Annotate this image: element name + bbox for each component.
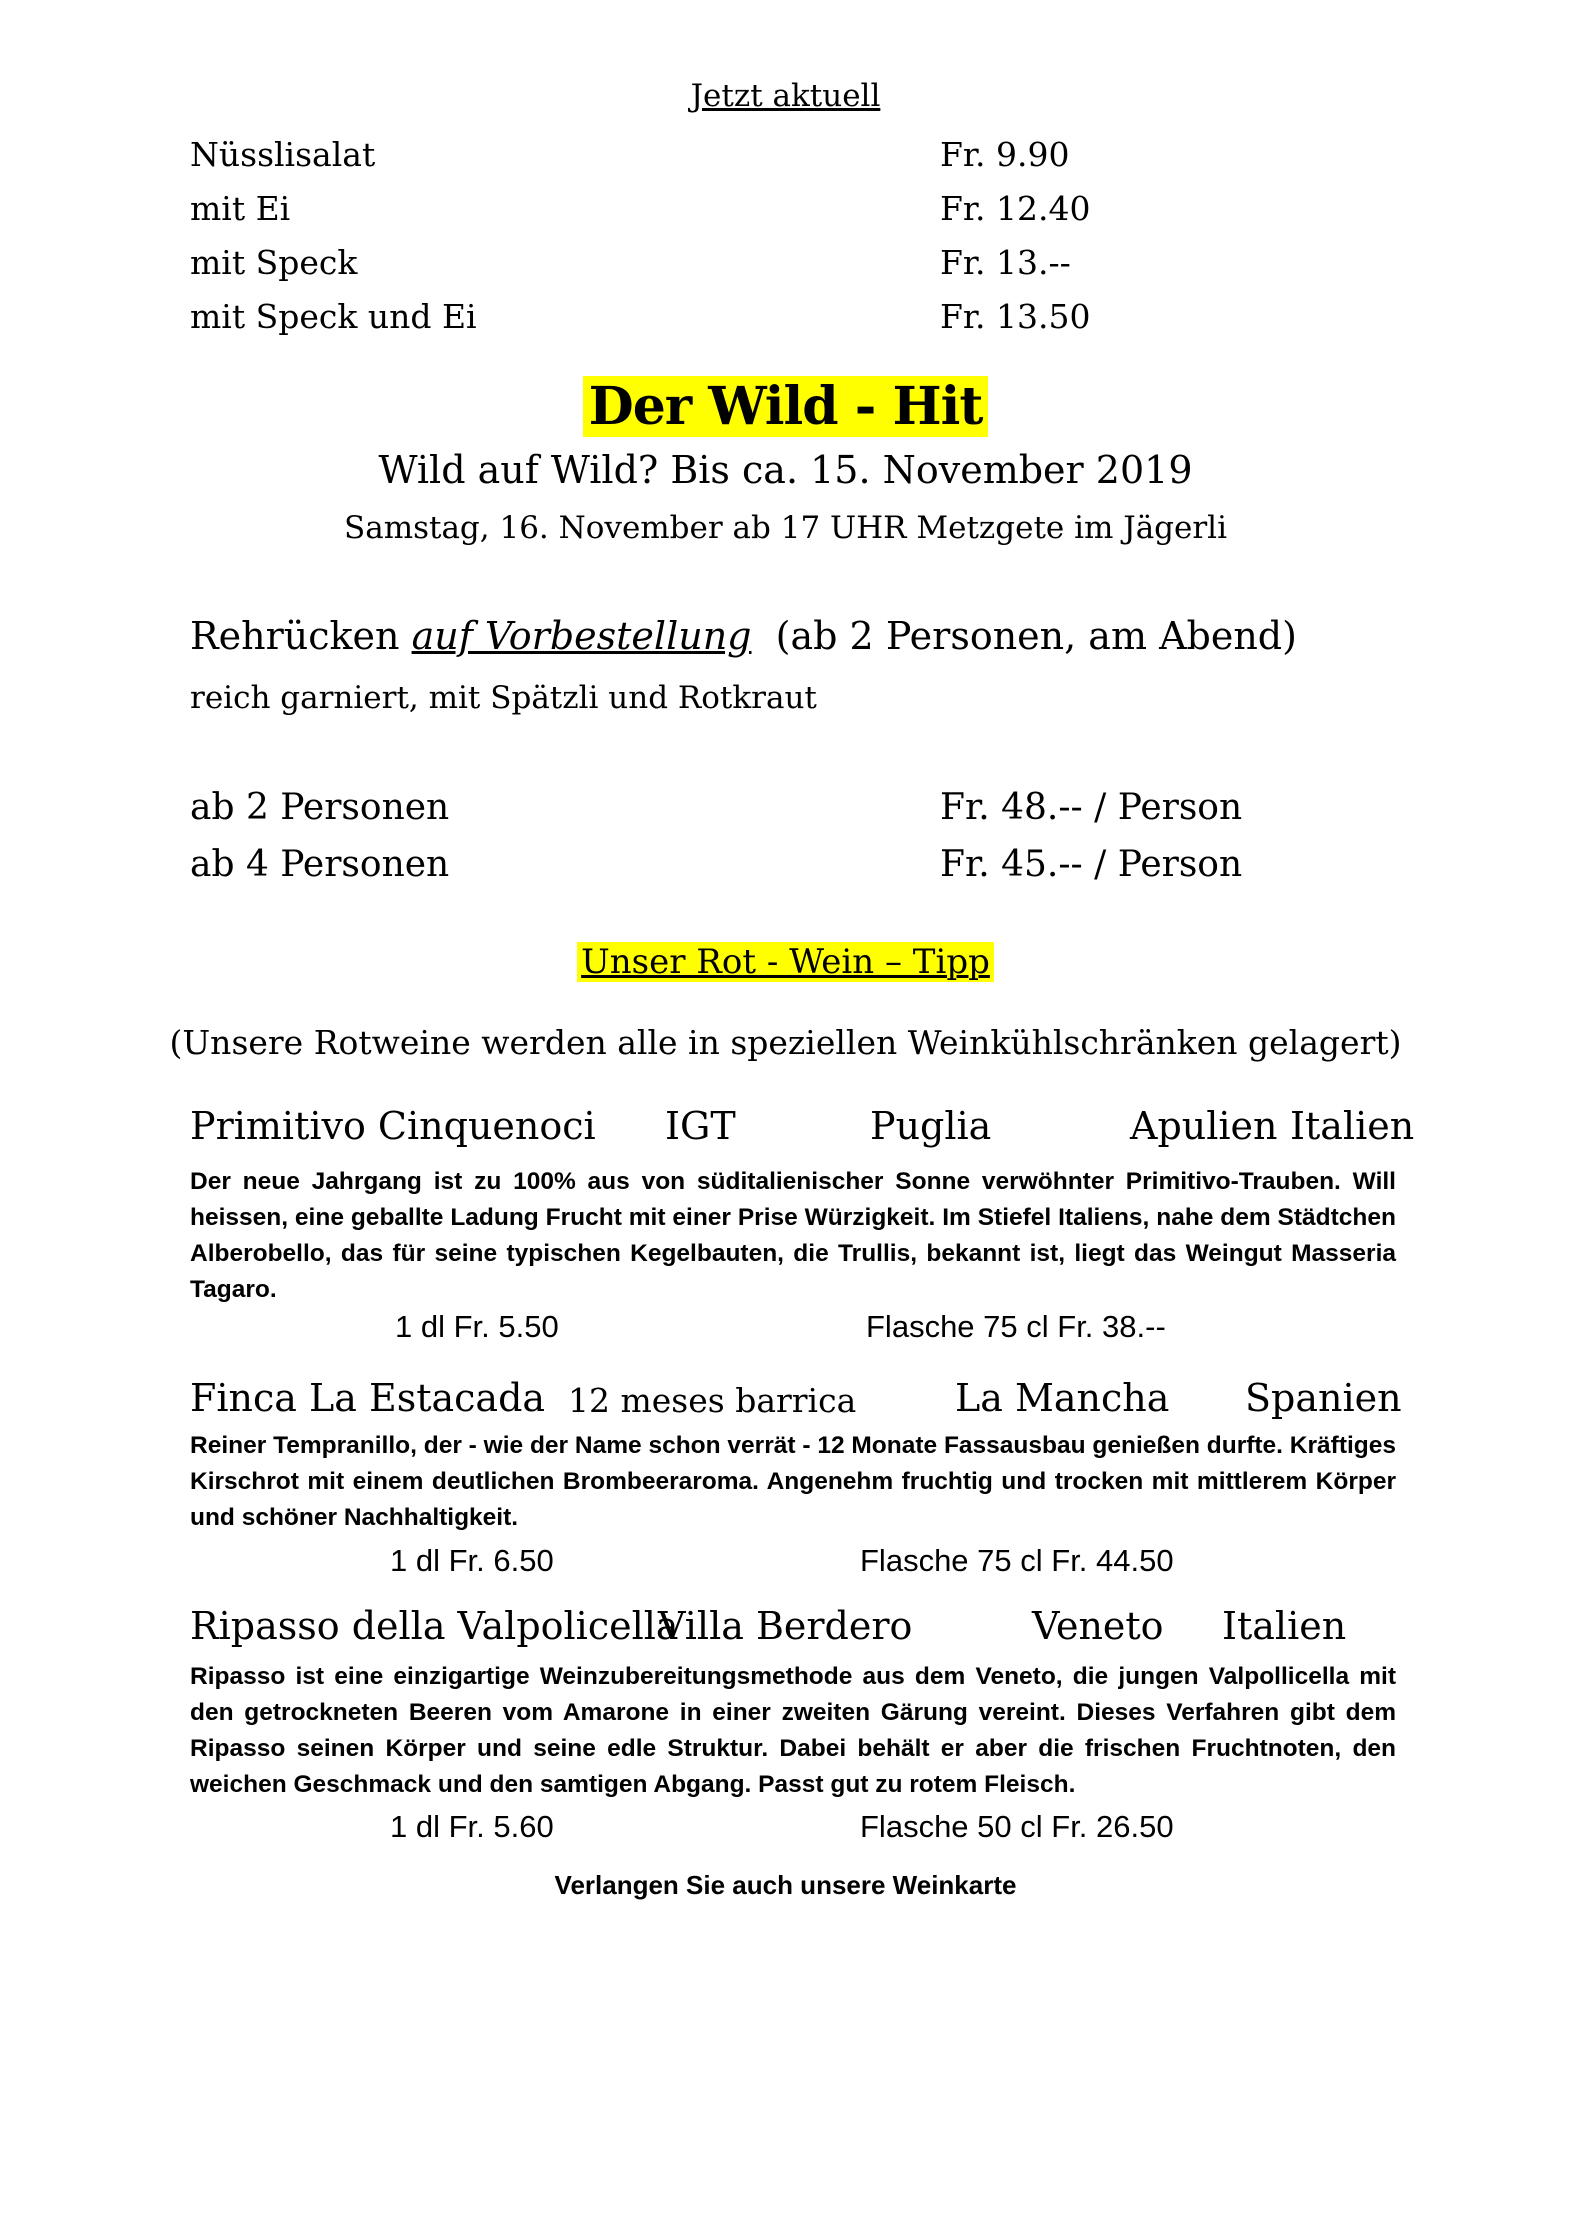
wild-hit-title: Der Wild - Hit	[583, 376, 989, 437]
wine-region-alt: Apulien	[1130, 1104, 1278, 1148]
wine-country: Italien	[1222, 1604, 1347, 1648]
salad-item-name: mit Speck	[190, 243, 358, 282]
wine-region: Veneto	[1032, 1604, 1164, 1648]
rehruecken-option-label: ab 4 Personen	[190, 844, 450, 885]
wine-bottle-price: Flasche 50 cl Fr. 26.50	[860, 1809, 1174, 1844]
page-title: Jetzt aktuell	[690, 78, 881, 114]
salad-item-price: Fr. 13.--	[940, 243, 1071, 282]
header	[0, 78, 1571, 114]
wine-classification: 12 meses barrica	[568, 1381, 857, 1420]
wine-tip-title: Unser Rot - Wein – Tipp	[577, 942, 994, 982]
wine-region: La Mancha	[955, 1376, 1170, 1420]
wine-description: Ripasso ist eine einzigartige Weinzubereitungsmethode aus dem Veneto, die jungen Valpollicella mit den getrockneten Beeren vom Amarone in einer zweiten Gärung vereint. Dieses Verfahren gibt dem Ripasso seinen Körper und seine edle Struktur. Dabei behält er aber die frischen Fruchtnoten, den weichen Geschmack und den samtigen Abgang. Passt gut zu rotem Fleisch.	[190, 1663, 1396, 1798]
salad-item-name: mit Ei	[190, 189, 291, 228]
wine-description: Der neue Jahrgang ist zu 100% aus von süditalienischer Sonne verwöhnter Primitivo-Trauben. Will heissen, eine geballte Ladung Frucht mit einer Prise Würzigkeit. Im Stiefel Italiens, nahe dem Städtchen Alberobello, das für seine typischen Kegelbauten, die Trullis, bekannt ist, liegt das Weingut Masseria Tagaro.	[190, 1168, 1396, 1303]
wine-name: Finca La Estacada	[190, 1376, 546, 1420]
salad-item-name: Nüsslisalat	[190, 135, 376, 174]
wine-region: Puglia	[870, 1104, 992, 1148]
rehruecken-description: reich garniert, mit Spätzli und Rotkraut	[190, 680, 817, 716]
wine-description: Reiner Tempranillo, der - wie der Name schon verrät - 12 Monate Fassausbau genießen durfte. Kräftiges Kirschrot mit einem deutlichen Brombeeraroma. Angenehm fruchtig und trocken mit mittlerem Körper und schöner Nachhaltigkeit.	[190, 1432, 1396, 1531]
wild-hit-subtitle: Wild auf Wild? Bis ca. 15. November 2019	[378, 448, 1193, 492]
wine-classification: IGT	[665, 1104, 736, 1148]
rehruecken-option-price: Fr. 48.-- / Person	[940, 787, 1243, 828]
wine-country: Italien	[1290, 1104, 1415, 1148]
wine-bottle-price: Flasche 75 cl Fr. 38.--	[866, 1309, 1166, 1344]
rehruecken-title: Rehrücken	[190, 614, 400, 658]
wine-bottle-price: Flasche 75 cl Fr. 44.50	[860, 1543, 1174, 1578]
rehruecken-note: (ab 2 Personen, am Abend)	[775, 614, 1297, 658]
rehruecken-option-label: ab 2 Personen	[190, 787, 450, 828]
wine-name: Ripasso della Valpolicella	[190, 1604, 679, 1648]
rehruecken-title-row	[190, 614, 1297, 658]
wine-producer: Villa Berdero	[658, 1604, 913, 1648]
wine-glass-price: 1 dl Fr. 5.50	[395, 1309, 559, 1344]
wine-glass-price: 1 dl Fr. 5.60	[390, 1809, 554, 1844]
salad-item-price: Fr. 13.50	[940, 297, 1091, 336]
wine-list-footer: Verlangen Sie auch unsere Weinkarte	[554, 1870, 1017, 1900]
wine-country: Spanien	[1245, 1376, 1402, 1420]
rehruecken-option-price: Fr. 45.-- / Person	[940, 844, 1243, 885]
salad-item-price: Fr. 12.40	[940, 189, 1091, 228]
wine-glass-price: 1 dl Fr. 6.50	[390, 1543, 554, 1578]
wild-hit-event: Samstag, 16. November ab 17 UHR Metzgete im Jägerli	[343, 510, 1228, 546]
salad-item-price: Fr. 9.90	[940, 135, 1070, 174]
salad-item-name: mit Speck und Ei	[190, 297, 477, 336]
wine-name: Primitivo Cinquenoci	[190, 1104, 596, 1148]
rehruecken-preorder: auf Vorbestellung	[411, 614, 752, 658]
wine-tip-section	[0, 942, 1571, 982]
wild-hit-section	[0, 376, 1571, 437]
wine-tip-note: (Unsere Rotweine werden alle in speziellen Weinkühlschränken gelagert)	[169, 1023, 1402, 1062]
